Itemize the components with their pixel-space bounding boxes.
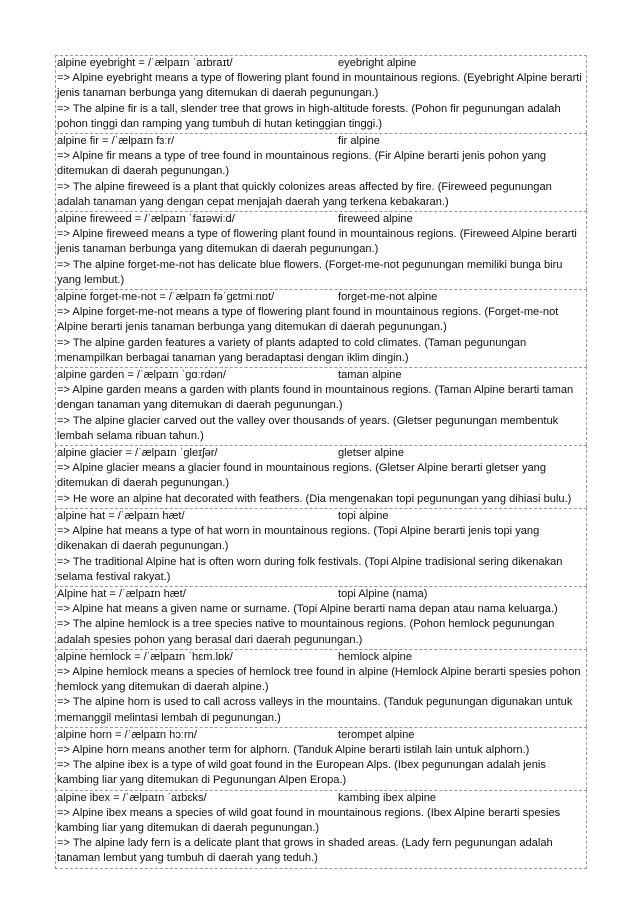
entry	[55, 790, 587, 869]
entry-meaning: => Alpine fireweed means a type of flowering plant found in mountainous regions. (Fireweed Alpine berarti jenis tanaman berbunga yang ditemukan di daerah pegunungan.)	[57, 228, 577, 256]
entry-term: alpine fireweed = /ˈælpaɪn ˈfaɪəwiːd/	[57, 213, 235, 226]
entry-example: => The traditional Alpine hat is often worn during folk festivals. (Topi Alpine tradisional sering dikenakan selama festival rakyat.)	[57, 555, 563, 583]
entry-meaning: => Alpine eyebright means a type of flowering plant found in mountainous regions. (Eyebright Alpine berarti jenis tanaman berbunga yang ditemukan di daerah pegunungan.)	[57, 72, 582, 100]
entry-example: => The alpine horn is used to call across valleys in the mountains. (Tanduk pegunungan digunakan untuk memanggil melintasi lembah di pegunungan.)	[57, 696, 573, 724]
entry-example: => The alpine lady fern is a delicate plant that grows in shaded areas. (Lady fern pegunungan adalah tanaman lembut yang tumbuh di daerah yang teduh.)	[57, 837, 553, 865]
entry-term: alpine garden = /ˈælpaɪn ˈɡɑːrdən/	[57, 369, 226, 382]
entry-example: => The alpine ibex is a type of wild goat found in the European Alps. (Ibex pegunungan adalah jenis kambing liar yang ditemukan di Pegunungan Alpen Eropa.)	[57, 759, 546, 787]
entry-meaning: => Alpine forget-me-not means a type of flowering plant found in mountainous regions. (Forget-me-not Alpine berarti jenis tanaman berbunga yang ditemukan di daerah pegunungan.)	[57, 306, 559, 334]
entry-term: alpine horn = /ˈælpaɪn hɔːrn/	[57, 728, 197, 741]
entry-translation: forget-me-not alpine	[338, 291, 438, 304]
entry-translation: topi Alpine (nama)	[338, 587, 428, 600]
entry-example: => The alpine glacier carved out the valley over thousands of years. (Gletser pegunungan membentuk lembah selama ribuan tahun.)	[57, 414, 559, 442]
entry	[55, 649, 587, 727]
entry-example: => The alpine hemlock is a tree species native to mountainous regions. (Pohon hemlock pegunungan adalah spesies pohon yang berasal dari daerah pegunungan.)	[57, 618, 555, 646]
entry-example: => The alpine fir is a tall, slender tree that grows in high-altitude forests. (Pohon fir pegunungan adalah pohon tinggi dan ramping yang tumbuh di hutan ketinggian tinggi.)	[57, 102, 561, 130]
entry-term: alpine eyebright = /ˈælpaɪn ˈaɪbraɪt/	[57, 57, 233, 69]
entry-term: Alpine hat = /ˈælpaɪn hæt/	[57, 587, 186, 600]
entry-translation: topi alpine	[338, 509, 389, 522]
entry-meaning: => Alpine garden means a garden with plants found in mountainous regions. (Taman Alpine berarti taman dengan tanaman yang ditemukan di daerah pegunungan.)	[57, 384, 574, 412]
entry-translation: terompet alpine	[338, 728, 415, 741]
entry	[55, 133, 587, 211]
entry-term: alpine fir = /ˈælpaɪn fɜːr/	[57, 135, 175, 148]
entry	[55, 367, 587, 445]
entry-term: alpine hemlock = /ˈælpaɪn ˈhɛm.lɒk/	[57, 650, 233, 663]
entry	[55, 586, 587, 649]
entry-meaning: => Alpine fir means a type of tree found in mountainous regions. (Fir Alpine berarti jenis pohon yang ditemukan di daerah pegunungan.)	[57, 150, 547, 178]
entry	[55, 55, 587, 133]
entry-example: => The alpine forget-me-not has delicate blue flowers. (Forget-me-not pegunungan memiliki bunga biru yang lembut.)	[57, 258, 563, 286]
entry-term: alpine hat = /ˈælpaɪn hæt/	[57, 509, 185, 522]
entry-meaning: => Alpine glacier means a glacier found in mountainous regions. (Gletser Alpine berarti gletser yang ditemukan di daerah pegunungan.)	[57, 462, 547, 490]
vocabulary-document	[55, 55, 587, 869]
entry-meaning: => Alpine horn means another term for alphorn. (Tanduk Alpine berarti istilah lain untuk alphorn.)	[57, 743, 530, 756]
entry-translation: eyebright alpine	[338, 57, 417, 69]
entry-example: => The alpine garden features a variety of plants adapted to cold climates. (Taman pegunungan menampilkan berbagai tanaman yang beradaptasi dengan iklim dingin.)	[57, 336, 527, 364]
entry-translation: fir alpine	[338, 135, 380, 148]
entry	[55, 727, 587, 790]
entry-translation: gletser alpine	[338, 447, 404, 460]
entry-meaning: => Alpine hat means a given name or surname. (Topi Alpine berarti nama depan atau nama keluarga.)	[57, 603, 558, 616]
entry	[55, 445, 587, 508]
entry-meaning: => Alpine hemlock means a species of hemlock tree found in alpine (Hemlock Alpine berarti spesies pohon hemlock yang ditemukan di daerah alpine.)	[57, 665, 581, 694]
entry-term: alpine glacier = /ˈælpaɪn ˈɡleɪʃər/	[57, 447, 218, 460]
entry-meaning: => Alpine hat means a type of hat worn in mountainous regions. (Topi Alpine berarti jenis topi yang dikenakan di daerah pegunungan.)	[57, 525, 540, 553]
entry-translation: kambing ibex alpine	[338, 791, 437, 804]
entry	[55, 508, 587, 586]
entry	[55, 211, 587, 289]
entry-translation: fireweed alpine	[338, 213, 413, 226]
entry-example: => The alpine fireweed is a plant that quickly colonizes areas affected by fire. (Fireweed pegunungan adalah tanaman yang dengan cepat menjajah daerah yang terkena kebakaran.)	[57, 180, 552, 208]
entry-meaning: => Alpine ibex means a species of wild goat found in mountainous regions. (Ibex Alpine berarti spesies kambing liar yang ditemukan di daerah pegunungan.)	[57, 806, 561, 834]
entry-translation: hemlock alpine	[338, 650, 412, 663]
entry-term: alpine forget-me-not = /ˈælpaɪn fəˈɡɛtmiːnɒt/	[57, 291, 275, 304]
entry-example: => He wore an alpine hat decorated with feathers. (Dia mengenakan topi pegunungan yang dihiasi bulu.)	[57, 492, 572, 505]
entry	[55, 289, 587, 367]
entry-term: alpine ibex = /ˈælpaɪn ˈaɪbɛks/	[57, 791, 207, 804]
entry-translation: taman alpine	[338, 369, 402, 382]
